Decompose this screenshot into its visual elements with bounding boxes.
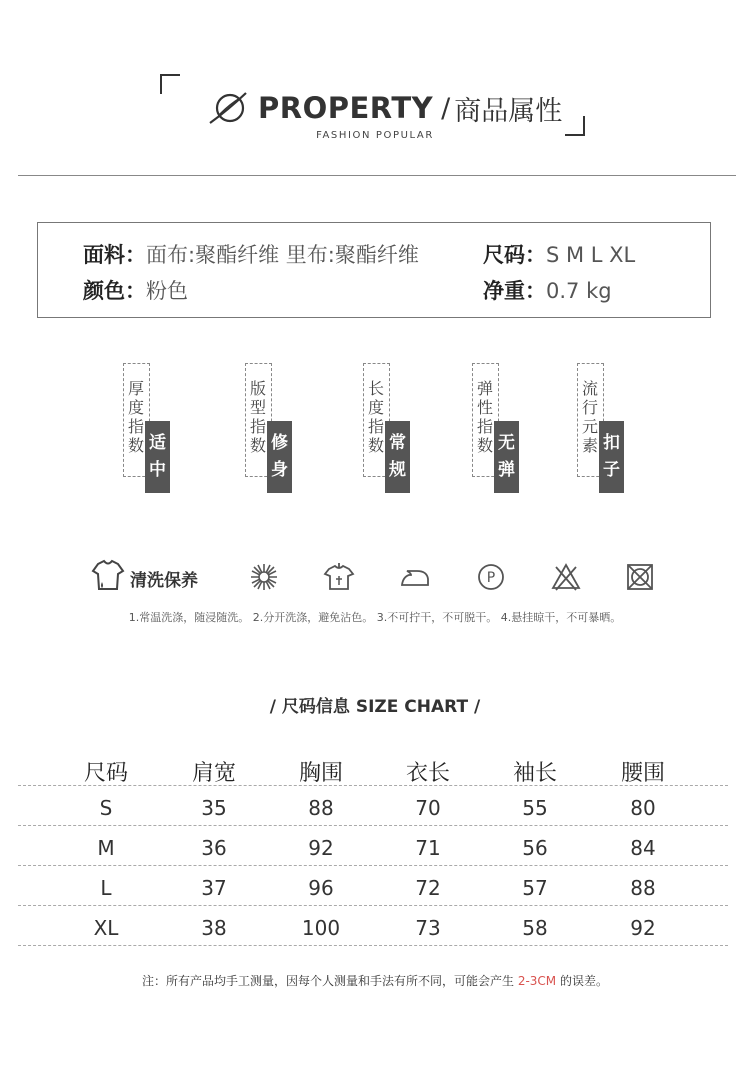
sun-cross-icon <box>248 561 280 593</box>
weight-value: 0.7 kg <box>546 279 612 303</box>
index-value: 常规 <box>385 421 410 493</box>
cell: 80 <box>630 796 656 820</box>
index-length <box>363 363 423 495</box>
index-elasticity <box>472 363 532 495</box>
color-property <box>83 275 188 305</box>
cell: 57 <box>522 876 548 900</box>
row-divider <box>18 945 728 946</box>
fabric-label: 面料： <box>83 243 146 267</box>
index-value: 扣子 <box>599 421 624 493</box>
cell: 92 <box>308 836 334 860</box>
property-box <box>37 222 711 318</box>
svg-text:P: P <box>486 570 496 586</box>
page-title-zh: 商品属性 <box>454 95 563 127</box>
measurement-note <box>0 972 750 989</box>
column-header: 肩宽 <box>191 761 236 786</box>
row-divider <box>18 905 728 906</box>
page-title-en: PROPERTY <box>258 91 434 125</box>
no-bleach-icon <box>550 561 582 593</box>
row-divider <box>18 865 728 866</box>
cell: 37 <box>201 876 227 900</box>
index-label: 厚度指数 <box>127 379 144 455</box>
page-title-sep: / <box>441 92 451 124</box>
iron-icon <box>399 561 431 593</box>
weight-property <box>483 275 612 305</box>
index-label: 版型指数 <box>249 379 266 455</box>
size-table <box>18 748 728 948</box>
care-notes: 1.常温洗涤，随浸随洗。 2.分开洗涤，避免沾色。 3.不可拧干，不可脱干。 4.悬挂晾干，不可暴晒。 <box>128 611 622 624</box>
fabric-property <box>83 239 419 269</box>
size-value: S M L XL <box>546 243 636 267</box>
size-property <box>483 239 635 269</box>
cell: 73 <box>415 916 441 940</box>
size-label: 尺码： <box>483 243 546 267</box>
page-subtitle: FASHION POPULAR <box>316 130 434 141</box>
dry-clean-p-icon <box>475 561 507 593</box>
fabric-value: 面布:聚酯纤维 里布:聚酯纤维 <box>146 243 419 267</box>
cell: 56 <box>522 836 548 860</box>
index-trend <box>577 363 637 495</box>
note-suffix: 的误差。 <box>560 974 609 988</box>
table-row <box>18 788 728 828</box>
header <box>206 88 562 128</box>
cell: 92 <box>630 916 656 940</box>
cell: XL <box>93 916 119 940</box>
corner-bracket-top-left <box>160 74 180 94</box>
cell: 84 <box>630 836 656 860</box>
size-chart-title: / 尺码信息 SIZE CHART / <box>269 697 481 717</box>
table-row <box>18 868 728 908</box>
shirt-drop-icon <box>90 558 126 594</box>
color-value: 粉色 <box>146 279 188 303</box>
cell: 72 <box>415 876 441 900</box>
column-header: 腰围 <box>620 761 665 786</box>
cell: M <box>97 836 115 860</box>
cell: 35 <box>201 796 227 820</box>
cell: 100 <box>301 916 341 940</box>
cell: 88 <box>630 876 656 900</box>
color-label: 颜色： <box>83 279 146 303</box>
index-thickness <box>123 363 183 495</box>
index-label: 弹性指数 <box>476 379 493 455</box>
cell: 71 <box>415 836 441 860</box>
cell: 70 <box>415 796 441 820</box>
weight-label: 净重： <box>483 279 546 303</box>
cell: 58 <box>522 916 548 940</box>
column-header: 胸围 <box>298 761 343 786</box>
hang-shirt-icon <box>323 561 355 593</box>
index-value: 修身 <box>267 421 292 493</box>
note-highlight: 2-3CM <box>517 974 557 988</box>
cell: 96 <box>308 876 334 900</box>
column-header: 尺码 <box>83 761 128 786</box>
index-fit <box>245 363 305 495</box>
table-header-row <box>18 748 728 788</box>
index-label: 流行元素 <box>581 379 598 455</box>
care-title: 清洗保养 <box>130 571 198 591</box>
cell: S <box>99 796 113 820</box>
feather-circle-icon <box>206 88 250 128</box>
cell: 36 <box>201 836 227 860</box>
index-value: 适中 <box>145 421 170 493</box>
table-row <box>18 828 728 868</box>
cell: 55 <box>522 796 548 820</box>
row-divider <box>18 785 728 786</box>
cell: 88 <box>308 796 334 820</box>
cell: 38 <box>201 916 227 940</box>
column-header: 袖长 <box>512 761 557 786</box>
column-header: 衣长 <box>405 761 450 786</box>
divider <box>18 175 736 176</box>
table-row <box>18 908 728 948</box>
cell: L <box>100 876 112 900</box>
row-divider <box>18 825 728 826</box>
index-label: 长度指数 <box>367 379 384 455</box>
note-text: 注：所有产品均手工测量，因每个人测量和手法有所不同，可能会产生 <box>141 974 514 988</box>
no-tumble-dry-icon <box>624 561 656 593</box>
index-value: 无弹 <box>494 421 519 493</box>
